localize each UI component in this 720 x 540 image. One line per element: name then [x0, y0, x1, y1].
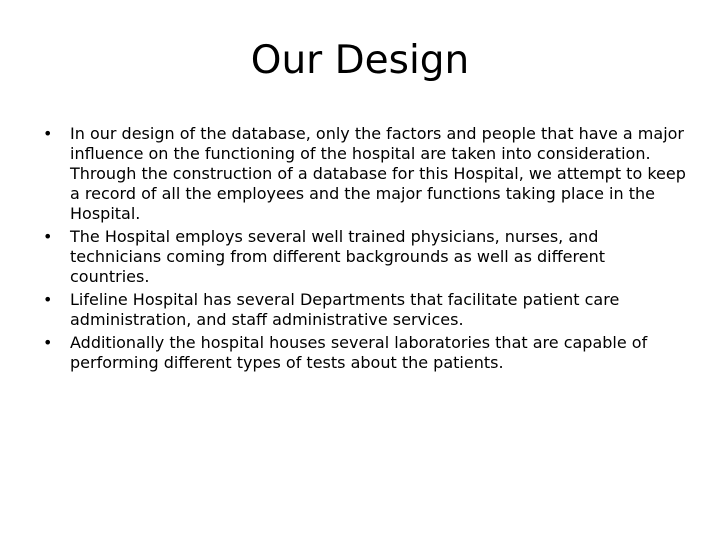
bullet-item — [40, 333, 688, 373]
bullet-text: In our design of the database, only the factors and people that have a major influence on the functioning of the hospital are taken into consideration. Through the construction of a database for this Hospital, we attempt to keep a record of all the employees and the major functions taking place in the Hospital. — [70, 124, 686, 223]
bullet-marker: • — [43, 227, 53, 246]
bullet-marker: • — [43, 290, 53, 309]
bullet-item — [40, 227, 688, 287]
bullet-item — [40, 124, 688, 224]
bullet-text: Lifeline Hospital has several Departments that facilitate patient care administration, and staff administrative services. — [70, 290, 620, 329]
slide-title: Our Design — [250, 38, 470, 83]
bullet-item — [40, 290, 688, 330]
bullet-marker: • — [43, 124, 53, 143]
bullet-text: The Hospital employs several well trained physicians, nurses, and technicians coming from different backgrounds as well as different countries. — [70, 227, 605, 286]
bullet-marker: • — [43, 333, 53, 352]
bullet-text: Additionally the hospital houses several laboratories that are capable of performing different types of tests about the patients. — [70, 333, 648, 372]
bullet-list — [40, 124, 688, 376]
